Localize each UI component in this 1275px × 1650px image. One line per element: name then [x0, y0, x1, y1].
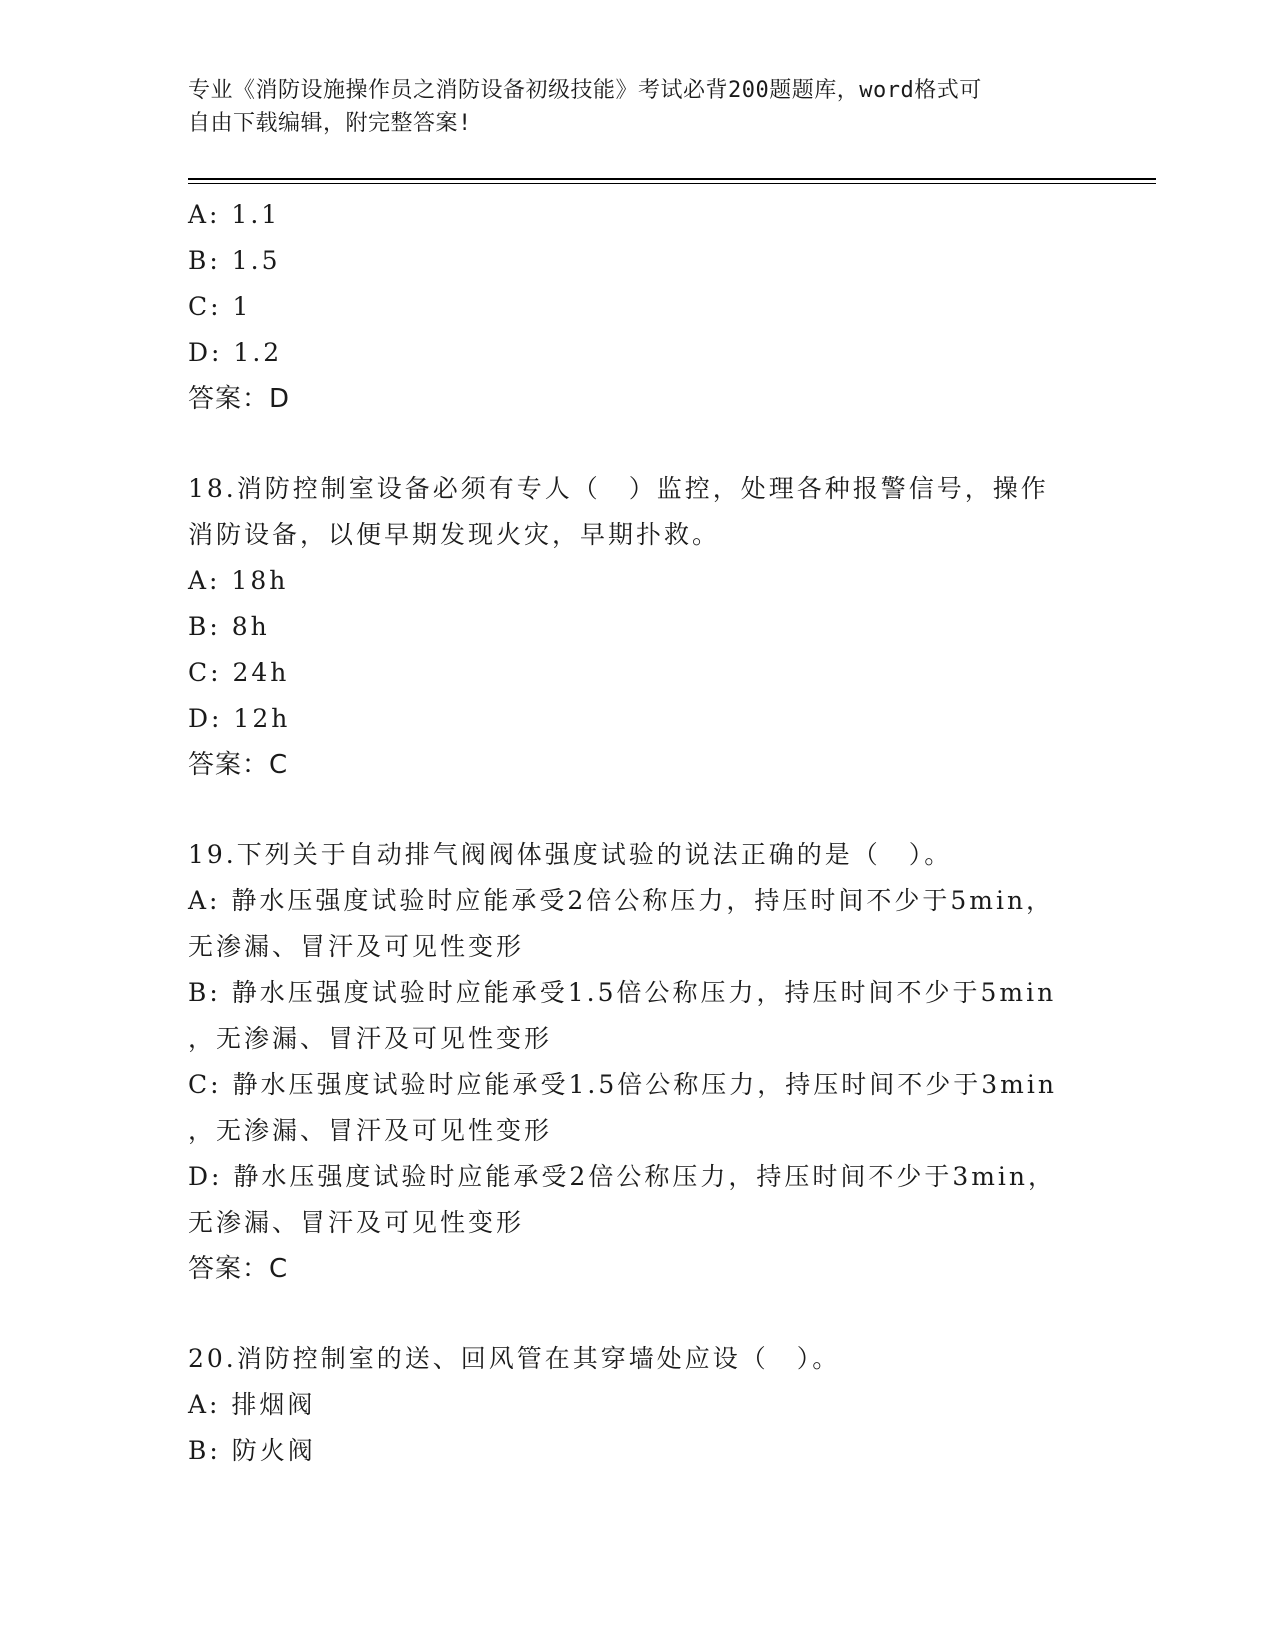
option-c: C: 1 [188, 292, 252, 321]
option-c-line-2: ，无渗漏、冒汗及可见性变形 [188, 1116, 553, 1145]
option-a-line-1: A: 静水压强度试验时应能承受2倍公称压力，持压时间不少于5min， [188, 886, 1055, 915]
spacer [188, 1292, 1088, 1336]
header-line-1: 专业《消防设施操作员之消防设备初级技能》考试必背200题题库，word格式可 [188, 78, 982, 103]
question-18-stem-line-1: 18.消防控制室设备必须有专人（ ）监控，处理各种报警信号，操作 [188, 474, 1049, 503]
question-18-stem-line-2: 消防设备，以便早期发现火灾，早期扑救。 [188, 520, 721, 549]
spacer [188, 422, 1088, 466]
option-b: B: 8h [188, 612, 270, 641]
option-b: B: 1.5 [188, 246, 281, 275]
option-d: D: 1.2 [188, 338, 283, 367]
question-content [188, 192, 1088, 1474]
option-a: A: 排烟阀 [188, 1390, 316, 1419]
question-18 [188, 466, 1088, 788]
answer-19: 答案：C [188, 1254, 289, 1284]
question-20 [188, 1336, 1088, 1474]
question-17-options [188, 192, 1088, 422]
option-d-line-1: D: 静水压强度试验时应能承受2倍公称压力，持压时间不少于3min， [188, 1162, 1057, 1191]
option-a: A: 18h [188, 566, 289, 595]
option-d-line-2: 无渗漏、冒汗及可见性变形 [188, 1208, 525, 1237]
option-c: C: 24h [188, 658, 290, 687]
answer-18: 答案：C [188, 750, 289, 780]
option-d: D: 12h [188, 704, 291, 733]
answer-17: 答案：D [188, 384, 291, 414]
question-19 [188, 832, 1088, 1292]
option-b: B: 防火阀 [188, 1436, 316, 1465]
option-b-line-2: ，无渗漏、冒汗及可见性变形 [188, 1024, 553, 1053]
question-20-stem: 20.消防控制室的送、回风管在其穿墙处应设（ ）。 [188, 1344, 841, 1373]
option-c-line-1: C: 静水压强度试验时应能承受1.5倍公称压力，持压时间不少于3min [188, 1070, 1057, 1099]
spacer [188, 788, 1088, 832]
question-19-stem: 19.下列关于自动排气阀阀体强度试验的说法正确的是（ ）。 [188, 840, 953, 869]
option-a: A: 1.1 [188, 200, 281, 229]
document-header [188, 74, 1068, 140]
header-line-2: 自由下载编辑，附完整答案! [188, 111, 472, 136]
option-b-line-1: B: 静水压强度试验时应能承受1.5倍公称压力，持压时间不少于5min [188, 978, 1057, 1007]
option-a-line-2: 无渗漏、冒汗及可见性变形 [188, 932, 525, 961]
header-divider [188, 178, 1156, 184]
